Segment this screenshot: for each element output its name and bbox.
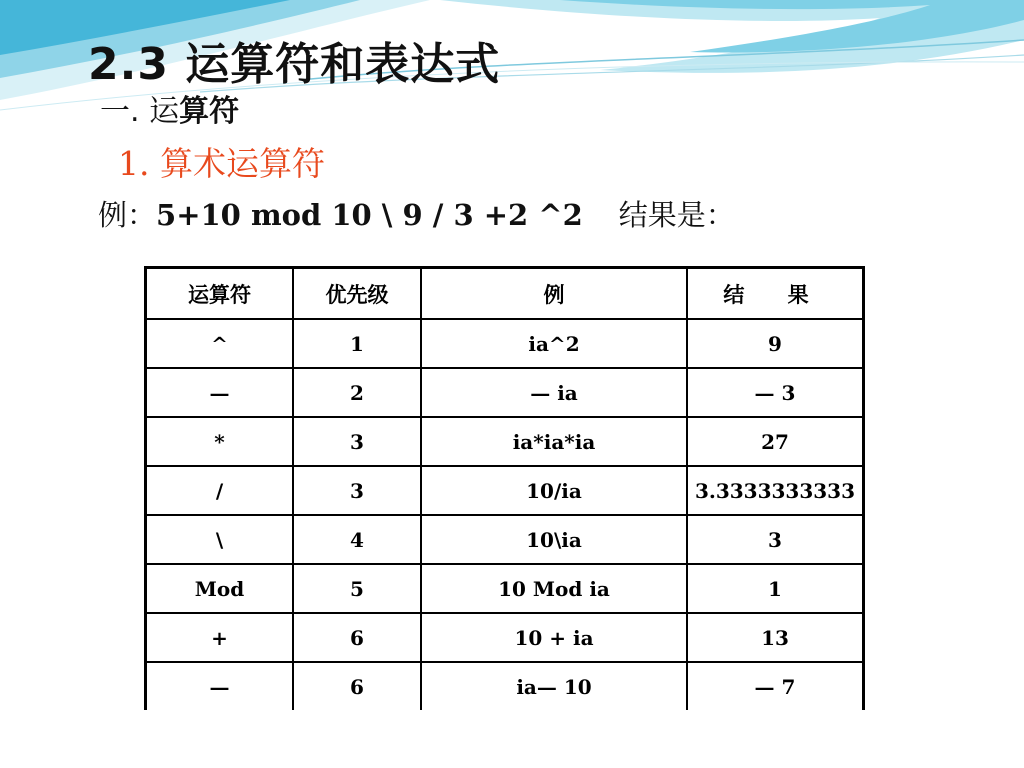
- section-heading: [100, 86, 239, 130]
- table-row: [146, 613, 864, 662]
- table-row: [146, 564, 864, 613]
- cell-example: 10\ia: [421, 515, 687, 564]
- table-row: [146, 515, 864, 564]
- header-priority: 优先级: [293, 268, 421, 320]
- table-row: [146, 368, 864, 417]
- section-heading-bold: 算符: [179, 94, 240, 129]
- operator-table: [144, 266, 865, 710]
- table-row: [146, 319, 864, 368]
- cell-priority: 5: [293, 564, 421, 613]
- example-result-label: 结果是：: [618, 198, 735, 232]
- cell-priority: 6: [293, 613, 421, 662]
- cell-example: — ia: [421, 368, 687, 417]
- cell-result: 13: [687, 613, 864, 662]
- slide-title: 2.3 运算符和表达式: [88, 39, 501, 90]
- cell-priority: 3: [293, 417, 421, 466]
- example-expression: 5+10 mod 10 \ 9 / 3 +2 ^2: [156, 198, 583, 232]
- table-row: [146, 662, 864, 710]
- cell-operator: Mod: [146, 564, 294, 613]
- cell-operator: ^: [146, 319, 294, 368]
- cell-example: 10 + ia: [421, 613, 687, 662]
- cell-priority: 2: [293, 368, 421, 417]
- cell-result: 1: [687, 564, 864, 613]
- header-operator: 运算符: [146, 268, 294, 320]
- cell-result: — 3: [687, 368, 864, 417]
- cell-operator: —: [146, 662, 294, 710]
- cell-example: ia^2: [421, 319, 687, 368]
- table-row: [146, 466, 864, 515]
- cell-example: 10 Mod ia: [421, 564, 687, 613]
- cell-example: ia*ia*ia: [421, 417, 687, 466]
- subsection-heading: 1. 算术运算符: [118, 144, 325, 183]
- cell-result: 9: [687, 319, 864, 368]
- cell-result: — 7: [687, 662, 864, 710]
- cell-operator: *: [146, 417, 294, 466]
- cell-example: ia— 10: [421, 662, 687, 710]
- cell-operator: +: [146, 613, 294, 662]
- cell-operator: \: [146, 515, 294, 564]
- cell-result: 3.3333333333: [687, 466, 864, 515]
- table-row: [146, 417, 864, 466]
- cell-result: 27: [687, 417, 864, 466]
- cell-result: 3: [687, 515, 864, 564]
- example-label: 例：: [98, 198, 157, 232]
- cell-priority: 1: [293, 319, 421, 368]
- table-header-row: [146, 268, 864, 320]
- cell-priority: 3: [293, 466, 421, 515]
- cell-priority: 4: [293, 515, 421, 564]
- cell-example: 10/ia: [421, 466, 687, 515]
- cell-operator: —: [146, 368, 294, 417]
- header-example: 例: [421, 268, 687, 320]
- example-line: [98, 193, 735, 234]
- header-result: 结 果: [687, 268, 864, 320]
- section-heading-prefix: 一. 运: [100, 94, 180, 129]
- cell-operator: /: [146, 466, 294, 515]
- cell-priority: 6: [293, 662, 421, 710]
